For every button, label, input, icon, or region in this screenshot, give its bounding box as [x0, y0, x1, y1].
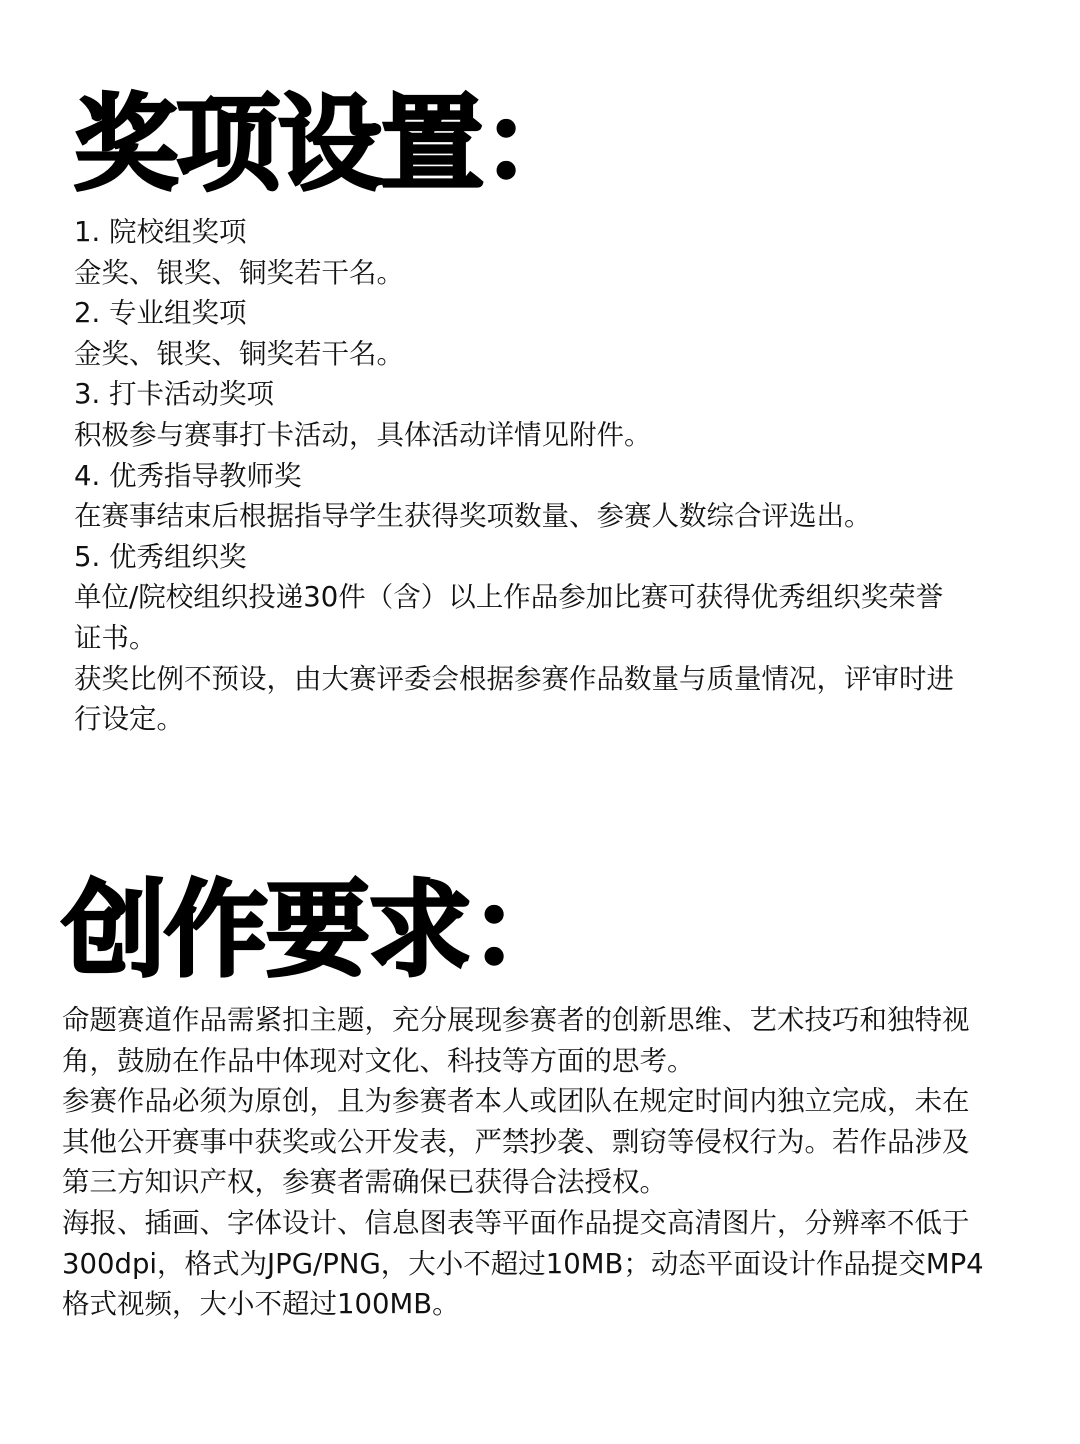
award-line-12: 获奖比例不预设，由大赛评委会根据参赛作品数量与质量情况，评审时进 — [74, 662, 954, 695]
requirement-line-1: 命题赛道作品需紧扣主题，充分展现参赛者的创新思维、艺术技巧和独特视 — [62, 1004, 970, 1036]
requirement-line-4: 其他公开赛事中获奖或公开发表，严禁抄袭、剽窃等侵权行为。若作品涉及 — [62, 1125, 970, 1158]
awards-content — [74, 212, 1014, 740]
award-line-8: 在赛事结束后根据指导学生获得奖项数量、参赛人数综合评选出。 — [74, 500, 872, 533]
requirement-line-2: 角，鼓励在作品中体现对文化、科技等方面的思考。 — [62, 1044, 695, 1077]
award-line-4: 金奖、银奖、铜奖若干名。 — [74, 337, 404, 370]
requirement-line-7: 300dpi，格式为JPG/PNG，大小不超过10MB；动态平面设计作品提交MP4 — [62, 1247, 984, 1280]
award-line-11: 证书。 — [74, 621, 157, 654]
award-line-3: 2. 专业组奖项 — [74, 297, 247, 330]
award-line-5: 3. 打卡活动奖项 — [74, 378, 274, 411]
requirements-title: 创作要求： — [62, 869, 573, 991]
requirement-line-6: 海报、插画、字体设计、信息图表等平面作品提交高清图片，分辨率不低于 — [62, 1206, 970, 1239]
requirements-content — [62, 1000, 1022, 1325]
requirement-line-8: 格式视频，大小不超过100MB。 — [62, 1288, 460, 1321]
award-line-9: 5. 优秀组织奖 — [74, 540, 247, 573]
award-line-6: 积极参与赛事打卡活动，具体活动详情见附件。 — [74, 418, 652, 451]
awards-title: 奖项设置： — [74, 83, 585, 205]
award-line-10: 单位/院校组织投递30件（含）以上作品参加比赛可获得优秀组织奖荣誉 — [74, 581, 944, 614]
requirement-line-5: 第三方知识产权，参赛者需确保已获得合法授权。 — [62, 1166, 667, 1199]
award-line-7: 4. 优秀指导教师奖 — [74, 459, 302, 492]
awards-section — [74, 83, 1014, 740]
requirement-line-3: 参赛作品必须为原创，且为参赛者本人或团队在规定时间内独立完成，未在 — [62, 1085, 970, 1118]
award-line-1: 1. 院校组奖项 — [74, 216, 247, 248]
award-line-13: 行设定。 — [74, 703, 184, 736]
requirements-section — [62, 869, 1022, 1325]
award-line-2: 金奖、银奖、铜奖若干名。 — [74, 256, 404, 289]
